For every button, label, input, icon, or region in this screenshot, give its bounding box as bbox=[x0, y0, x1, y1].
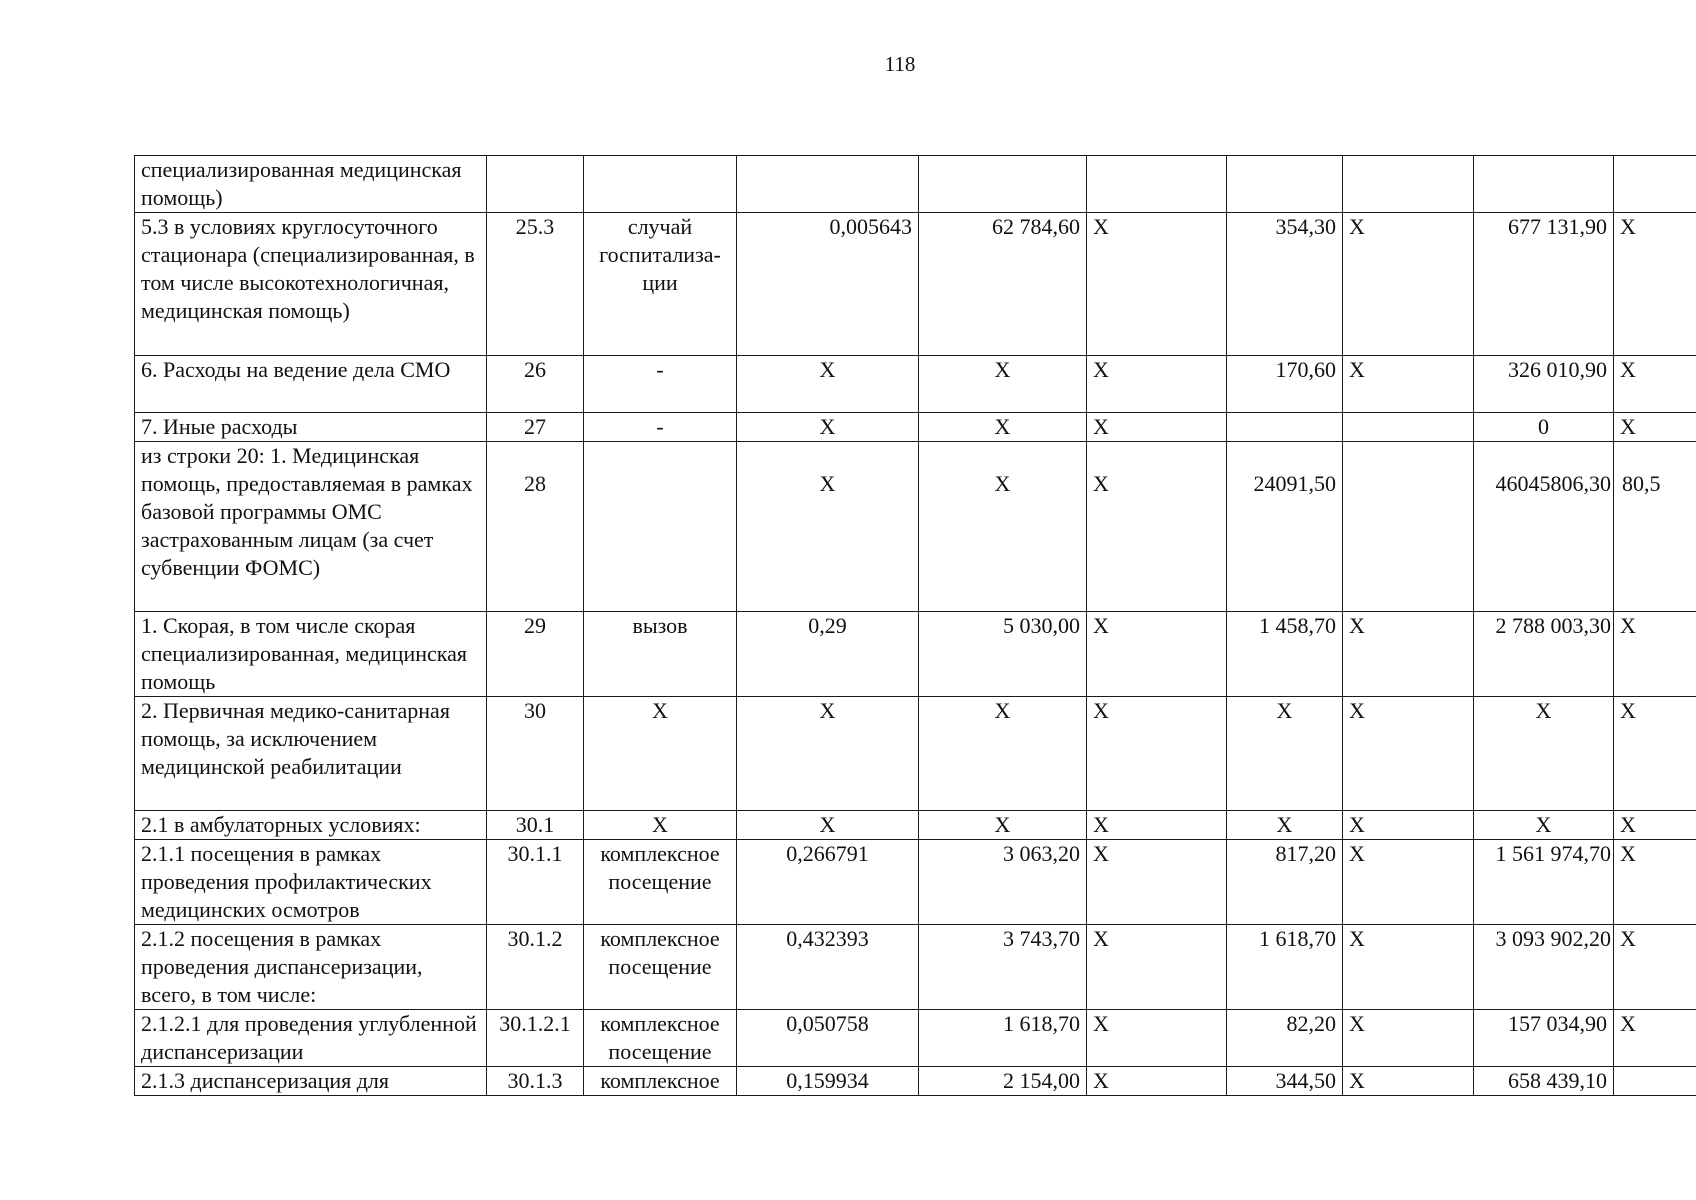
row-total: 658 439,10 bbox=[1474, 1067, 1614, 1096]
table-row bbox=[135, 213, 1696, 356]
table-row bbox=[135, 1067, 1696, 1096]
row-total: 326 010,90 bbox=[1474, 356, 1614, 413]
row-name: специализированная медицинская помощь) bbox=[135, 156, 487, 213]
row-col8: Х bbox=[1343, 1067, 1474, 1096]
row-per-capita: 82,20 bbox=[1227, 1010, 1343, 1067]
row-unit: вызов bbox=[584, 612, 737, 697]
row-col8: Х bbox=[1343, 356, 1474, 413]
row-norm-cost bbox=[919, 156, 1087, 213]
row-norm-cost: 1 618,70 bbox=[919, 1010, 1087, 1067]
row-total: Х bbox=[1474, 697, 1614, 811]
row-col10: Х bbox=[1614, 413, 1696, 442]
row-norm-volume: 0,432393 bbox=[737, 925, 919, 1010]
table-row bbox=[135, 413, 1696, 442]
row-per-capita: 24091,50 bbox=[1227, 442, 1343, 612]
row-code: 26 bbox=[487, 356, 584, 413]
row-unit: комплексное посещение bbox=[584, 925, 737, 1010]
row-col8: Х bbox=[1343, 925, 1474, 1010]
row-per-capita bbox=[1227, 413, 1343, 442]
row-per-capita: 817,20 bbox=[1227, 840, 1343, 925]
row-norm-volume: Х bbox=[737, 697, 919, 811]
table-row bbox=[135, 356, 1696, 413]
row-col8: Х bbox=[1343, 811, 1474, 840]
row-name: 2.1.1 посещения в рамках проведения профилактических медицинских осмотров bbox=[135, 840, 487, 925]
row-name: 2. Первичная медико-санитарная помощь, за исключением медицинской реабилитации bbox=[135, 697, 487, 811]
row-total: Х bbox=[1474, 811, 1614, 840]
row-unit: - bbox=[584, 356, 737, 413]
table-row bbox=[135, 840, 1696, 925]
row-per-capita: 354,30 bbox=[1227, 213, 1343, 356]
row-norm-cost: Х bbox=[919, 442, 1087, 612]
row-unit: комплексное посещение bbox=[584, 840, 737, 925]
row-total bbox=[1474, 156, 1614, 213]
row-norm-cost: 62 784,60 bbox=[919, 213, 1087, 356]
row-per-capita: Х bbox=[1227, 811, 1343, 840]
row-total: 0 bbox=[1474, 413, 1614, 442]
row-col10: Х bbox=[1614, 925, 1696, 1010]
row-unit bbox=[584, 442, 737, 612]
row-code: 30.1 bbox=[487, 811, 584, 840]
row-per-capita: 1 618,70 bbox=[1227, 925, 1343, 1010]
row-norm-cost: 2 154,00 bbox=[919, 1067, 1087, 1096]
row-norm-cost: 5 030,00 bbox=[919, 612, 1087, 697]
row-col8: Х bbox=[1343, 1010, 1474, 1067]
row-col10: 80,5 bbox=[1614, 442, 1696, 612]
row-col6: Х bbox=[1087, 1067, 1227, 1096]
row-col6: Х bbox=[1087, 612, 1227, 697]
row-col8 bbox=[1343, 413, 1474, 442]
row-unit: случай госпитализа-ции bbox=[584, 213, 737, 356]
row-per-capita bbox=[1227, 156, 1343, 213]
table-row bbox=[135, 925, 1696, 1010]
row-col10 bbox=[1614, 1067, 1696, 1096]
row-name: 1. Скорая, в том числе скорая специализированная, медицинская помощь bbox=[135, 612, 487, 697]
row-norm-cost: 3 063,20 bbox=[919, 840, 1087, 925]
row-col10: Х bbox=[1614, 840, 1696, 925]
row-col10: Х bbox=[1614, 811, 1696, 840]
row-norm-volume: Х bbox=[737, 442, 919, 612]
row-norm-volume: Х bbox=[737, 356, 919, 413]
row-col6: Х bbox=[1087, 925, 1227, 1010]
row-col6: Х bbox=[1087, 442, 1227, 612]
table-row bbox=[135, 156, 1696, 213]
row-total: 677 131,90 bbox=[1474, 213, 1614, 356]
row-col6 bbox=[1087, 156, 1227, 213]
row-col6: Х bbox=[1087, 356, 1227, 413]
row-norm-cost: 3 743,70 bbox=[919, 925, 1087, 1010]
row-col10: Х bbox=[1614, 356, 1696, 413]
row-col10: Х bbox=[1614, 213, 1696, 356]
row-norm-cost: Х bbox=[919, 697, 1087, 811]
row-name: 5.3 в условиях круглосуточного стационара (специализированная, в том числе высокотехнологичная, медицинская помощь) bbox=[135, 213, 487, 356]
row-total: 3 093 902,20 bbox=[1474, 925, 1614, 1010]
row-per-capita: 344,50 bbox=[1227, 1067, 1343, 1096]
row-col8: Х bbox=[1343, 612, 1474, 697]
row-total: 2 788 003,30 bbox=[1474, 612, 1614, 697]
row-col10: Х bbox=[1614, 612, 1696, 697]
table-row bbox=[135, 811, 1696, 840]
row-unit: - bbox=[584, 413, 737, 442]
row-per-capita: Х bbox=[1227, 697, 1343, 811]
page-number: 118 bbox=[884, 52, 916, 76]
table-row bbox=[135, 612, 1696, 697]
row-code bbox=[487, 156, 584, 213]
row-unit: комплексное посещение bbox=[584, 1010, 737, 1067]
row-col6: Х bbox=[1087, 1010, 1227, 1067]
row-total: 157 034,90 bbox=[1474, 1010, 1614, 1067]
row-code: 29 bbox=[487, 612, 584, 697]
row-norm-volume: 0,159934 bbox=[737, 1067, 919, 1096]
row-col8: Х bbox=[1343, 840, 1474, 925]
table-row bbox=[135, 442, 1696, 612]
row-col10: Х bbox=[1614, 697, 1696, 811]
row-col8 bbox=[1343, 442, 1474, 612]
row-norm-volume: 0,29 bbox=[737, 612, 919, 697]
row-code: 30.1.2 bbox=[487, 925, 584, 1010]
row-code: 30.1.1 bbox=[487, 840, 584, 925]
row-unit: комплексное bbox=[584, 1067, 737, 1096]
row-name: 2.1.2.1 для проведения углубленной диспансеризации bbox=[135, 1010, 487, 1067]
row-col6: Х bbox=[1087, 811, 1227, 840]
row-code: 27 bbox=[487, 413, 584, 442]
row-unit bbox=[584, 156, 737, 213]
row-total: 1 561 974,70 bbox=[1474, 840, 1614, 925]
row-name: 2.1.3 диспансеризация для bbox=[135, 1067, 487, 1096]
row-norm-volume: Х bbox=[737, 811, 919, 840]
row-code: 30.1.2.1 bbox=[487, 1010, 584, 1067]
row-col8: Х bbox=[1343, 697, 1474, 811]
row-norm-volume: 0,005643 bbox=[737, 213, 919, 356]
row-code: 25.3 bbox=[487, 213, 584, 356]
row-norm-cost: Х bbox=[919, 356, 1087, 413]
row-unit: Х bbox=[584, 697, 737, 811]
row-name: 2.1 в амбулаторных условиях: bbox=[135, 811, 487, 840]
row-col6: Х bbox=[1087, 697, 1227, 811]
row-code: 30.1.3 bbox=[487, 1067, 584, 1096]
row-name: 2.1.2 посещения в рамках проведения диспансеризации, всего, в том числе: bbox=[135, 925, 487, 1010]
row-col8 bbox=[1343, 156, 1474, 213]
row-code: 28 bbox=[487, 442, 584, 612]
row-col10: Х bbox=[1614, 1010, 1696, 1067]
row-total: 46045806,30 bbox=[1474, 442, 1614, 612]
row-norm-cost: Х bbox=[919, 413, 1087, 442]
row-col6: Х bbox=[1087, 413, 1227, 442]
row-per-capita: 170,60 bbox=[1227, 356, 1343, 413]
row-col10 bbox=[1614, 156, 1696, 213]
row-norm-cost: Х bbox=[919, 811, 1087, 840]
row-norm-volume: 0,266791 bbox=[737, 840, 919, 925]
row-col8: Х bbox=[1343, 213, 1474, 356]
row-unit: Х bbox=[584, 811, 737, 840]
financing-table bbox=[134, 155, 1696, 1096]
row-norm-volume: 0,050758 bbox=[737, 1010, 919, 1067]
table-row bbox=[135, 1010, 1696, 1067]
row-col6: Х bbox=[1087, 840, 1227, 925]
row-name: 6. Расходы на ведение дела СМО bbox=[135, 356, 487, 413]
row-norm-volume: Х bbox=[737, 413, 919, 442]
row-col6: Х bbox=[1087, 213, 1227, 356]
row-name: из строки 20: 1. Медицинская помощь, предоставляемая в рамках базовой программы ОМС застрахованным лицам (за счет субвенции ФОМС) bbox=[135, 442, 487, 612]
table-row bbox=[135, 697, 1696, 811]
row-per-capita: 1 458,70 bbox=[1227, 612, 1343, 697]
row-name: 7. Иные расходы bbox=[135, 413, 487, 442]
row-code: 30 bbox=[487, 697, 584, 811]
row-norm-volume bbox=[737, 156, 919, 213]
